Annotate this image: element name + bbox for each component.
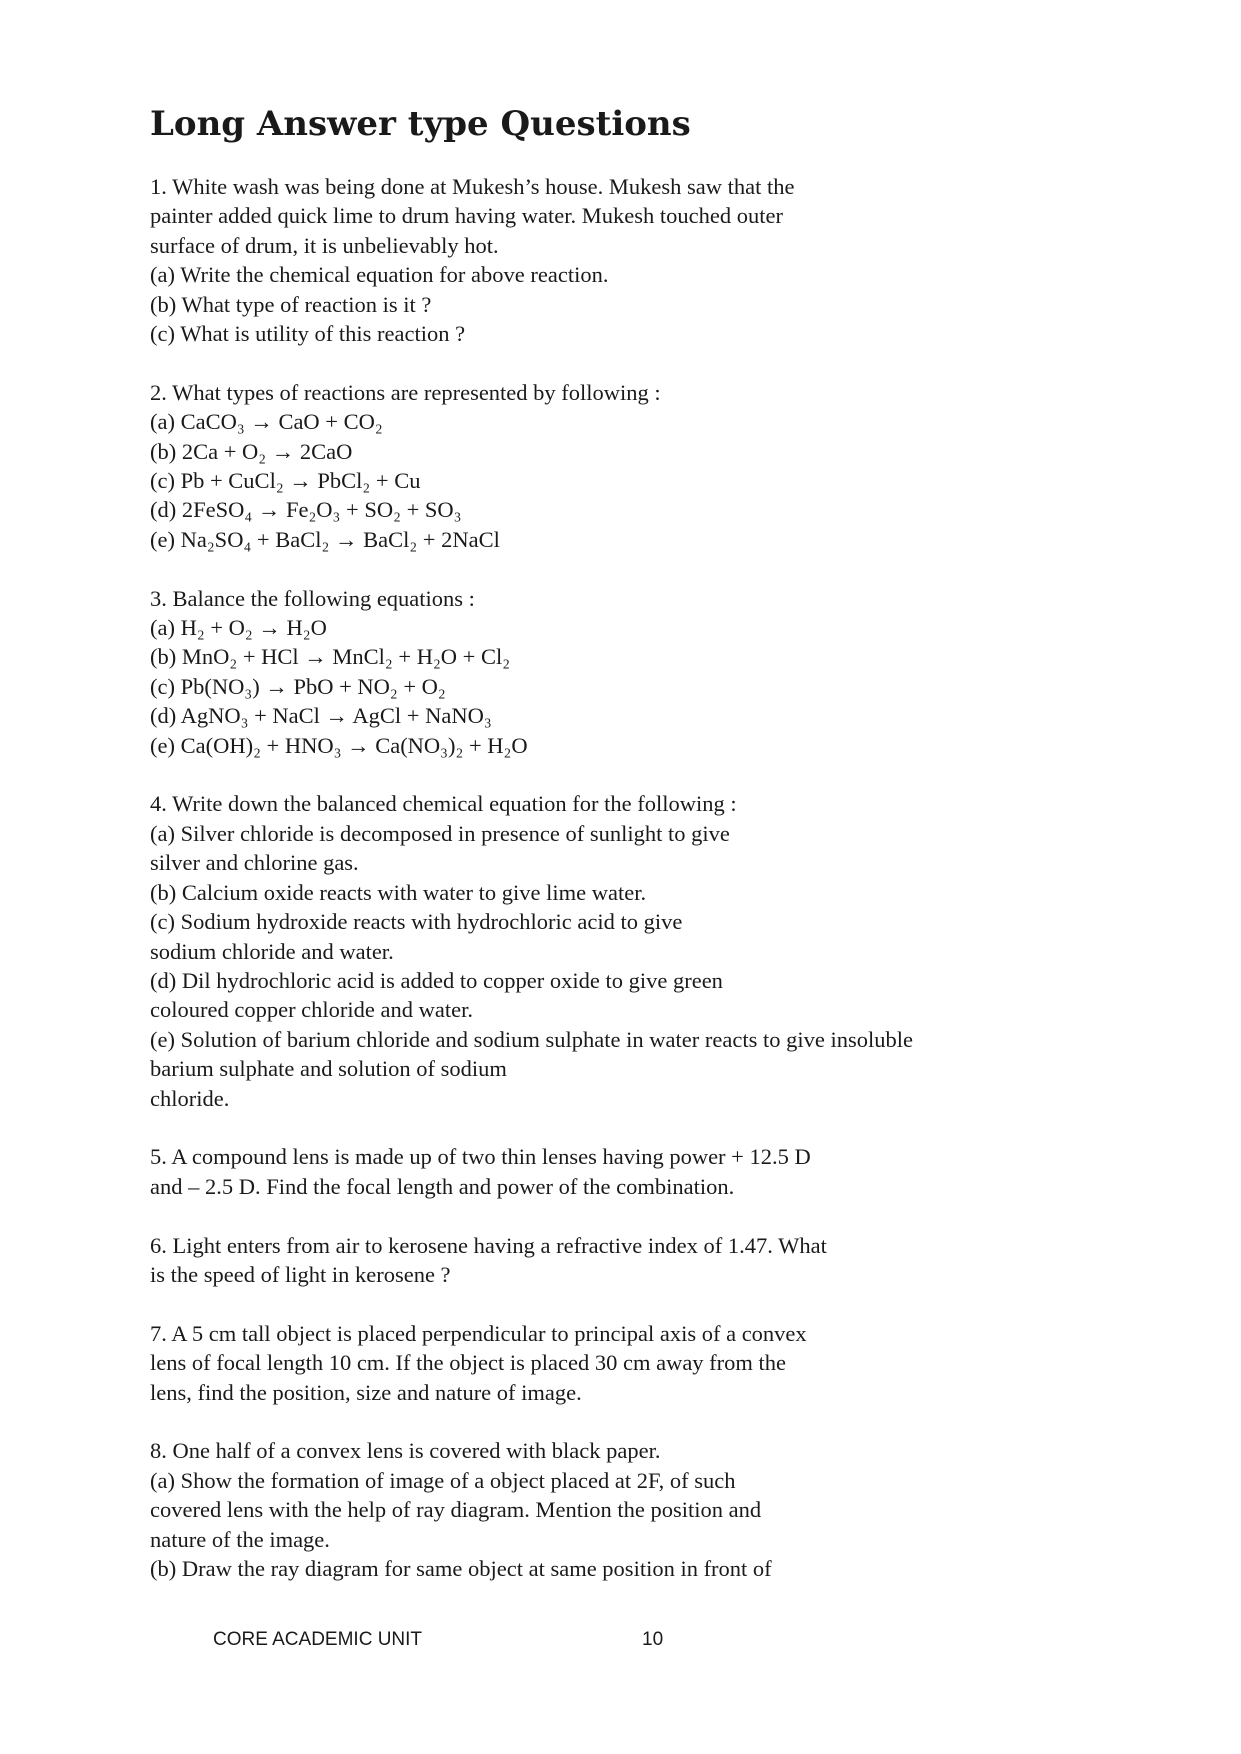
question-line: 1. White wash was being done at Mukesh’s house. Mukesh saw that the — [150, 174, 795, 199]
question-line: barium sulphate and solution of sodium — [150, 1056, 507, 1082]
question-8 — [150, 1436, 1150, 1583]
question-line: (e) Na₂SO₄ + BaCl₂ → BaCl₂ + 2NaCl — [150, 526, 500, 552]
question-line: 7. A 5 cm tall object is placed perpendicular to principal axis of a convex — [150, 1320, 807, 1346]
question-line: (b) MnO₂ + HCl → MnCl₂ + H₂O + Cl₂ — [150, 644, 511, 670]
question-line: (a) Silver chloride is decomposed in presence of sunlight to give — [150, 820, 730, 846]
question-line: nature of the image. — [150, 1526, 330, 1552]
question-line: sodium chloride and water. — [150, 938, 394, 964]
page-title: Long Answer type Questions — [150, 104, 691, 144]
question-4 — [150, 789, 1150, 1112]
question-line: coloured copper chloride and water. — [150, 997, 473, 1023]
page-number: 10 — [642, 1629, 664, 1650]
question-line: (b) Draw the ray diagram for same object at same position in front of — [150, 1555, 772, 1581]
question-line: (c) What is utility of this reaction ? — [150, 321, 466, 347]
question-line: (d) 2FeSO₄ → Fe₂O₃ + SO₂ + SO₃ — [150, 497, 462, 523]
question-1 — [150, 172, 1150, 348]
question-line: (a) Write the chemical equation for above reaction. — [150, 262, 609, 288]
question-line: (e) Ca(OH)₂ + HNO₃ → Ca(NO₃)₂ + H₂O — [150, 732, 528, 758]
question-line: chloride. — [150, 1085, 230, 1111]
question-line: surface of drum, it is unbelievably hot. — [150, 232, 499, 258]
footer-unit-label: CORE ACADEMIC UNIT — [213, 1629, 423, 1650]
question-line: painter added quick lime to drum having water. Mukesh touched outer — [150, 203, 783, 229]
question-2 — [150, 378, 1150, 554]
questions-list — [150, 172, 1150, 1613]
question-line: lens of focal length 10 cm. If the object is placed 30 cm away from the — [150, 1350, 787, 1376]
question-line: (a) Show the formation of image of a object placed at 2F, of such — [150, 1467, 736, 1493]
question-3 — [150, 584, 1150, 760]
question-line: 2. What types of reactions are represented by following : — [150, 379, 661, 405]
question-line: lens, find the position, size and nature of image. — [150, 1379, 582, 1405]
question-line: 6. Light enters from air to kerosene having a refractive index of 1.47. What — [150, 1232, 827, 1258]
question-line: and – 2.5 D. Find the focal length and power of the combination. — [150, 1173, 735, 1199]
question-line: (e) Solution of barium chloride and sodium sulphate in water reacts to give insoluble — [150, 1026, 913, 1052]
question-line: (c) Pb(NO₃) → PbO + NO₂ + O₂ — [150, 673, 446, 699]
question-6 — [150, 1231, 1150, 1290]
question-line: silver and chlorine gas. — [150, 850, 359, 876]
question-line: (a) H₂ + O₂ → H₂O — [150, 615, 327, 641]
question-5 — [150, 1142, 1150, 1201]
question-line: (d) AgNO₃ + NaCl → AgCl + NaNO₃ — [150, 703, 492, 729]
question-line: (a) CaCO₃ → CaO + CO₂ — [150, 409, 383, 435]
question-line: (c) Sodium hydroxide reacts with hydrochloric acid to give — [150, 909, 683, 935]
question-line: (c) Pb + CuCl₂ → PbCl₂ + Cu — [150, 468, 421, 494]
question-line: 8. One half of a convex lens is covered with black paper. — [150, 1438, 661, 1464]
question-line: covered lens with the help of ray diagram. Mention the position and — [150, 1497, 762, 1523]
question-7 — [150, 1319, 1150, 1407]
question-line: 4. Write down the balanced chemical equation for the following : — [150, 791, 737, 817]
question-line: (b) 2Ca + O₂ → 2CaO — [150, 438, 353, 464]
question-line: (b) Calcium oxide reacts with water to give lime water. — [150, 879, 647, 905]
question-line: is the speed of light in kerosene ? — [150, 1261, 451, 1287]
question-line: 3. Balance the following equations : — [150, 585, 475, 611]
question-line: (d) Dil hydrochloric acid is added to copper oxide to give green — [150, 967, 723, 993]
question-line: 5. A compound lens is made up of two thin lenses having power + 12.5 D — [150, 1144, 811, 1170]
question-line: (b) What type of reaction is it ? — [150, 291, 432, 317]
